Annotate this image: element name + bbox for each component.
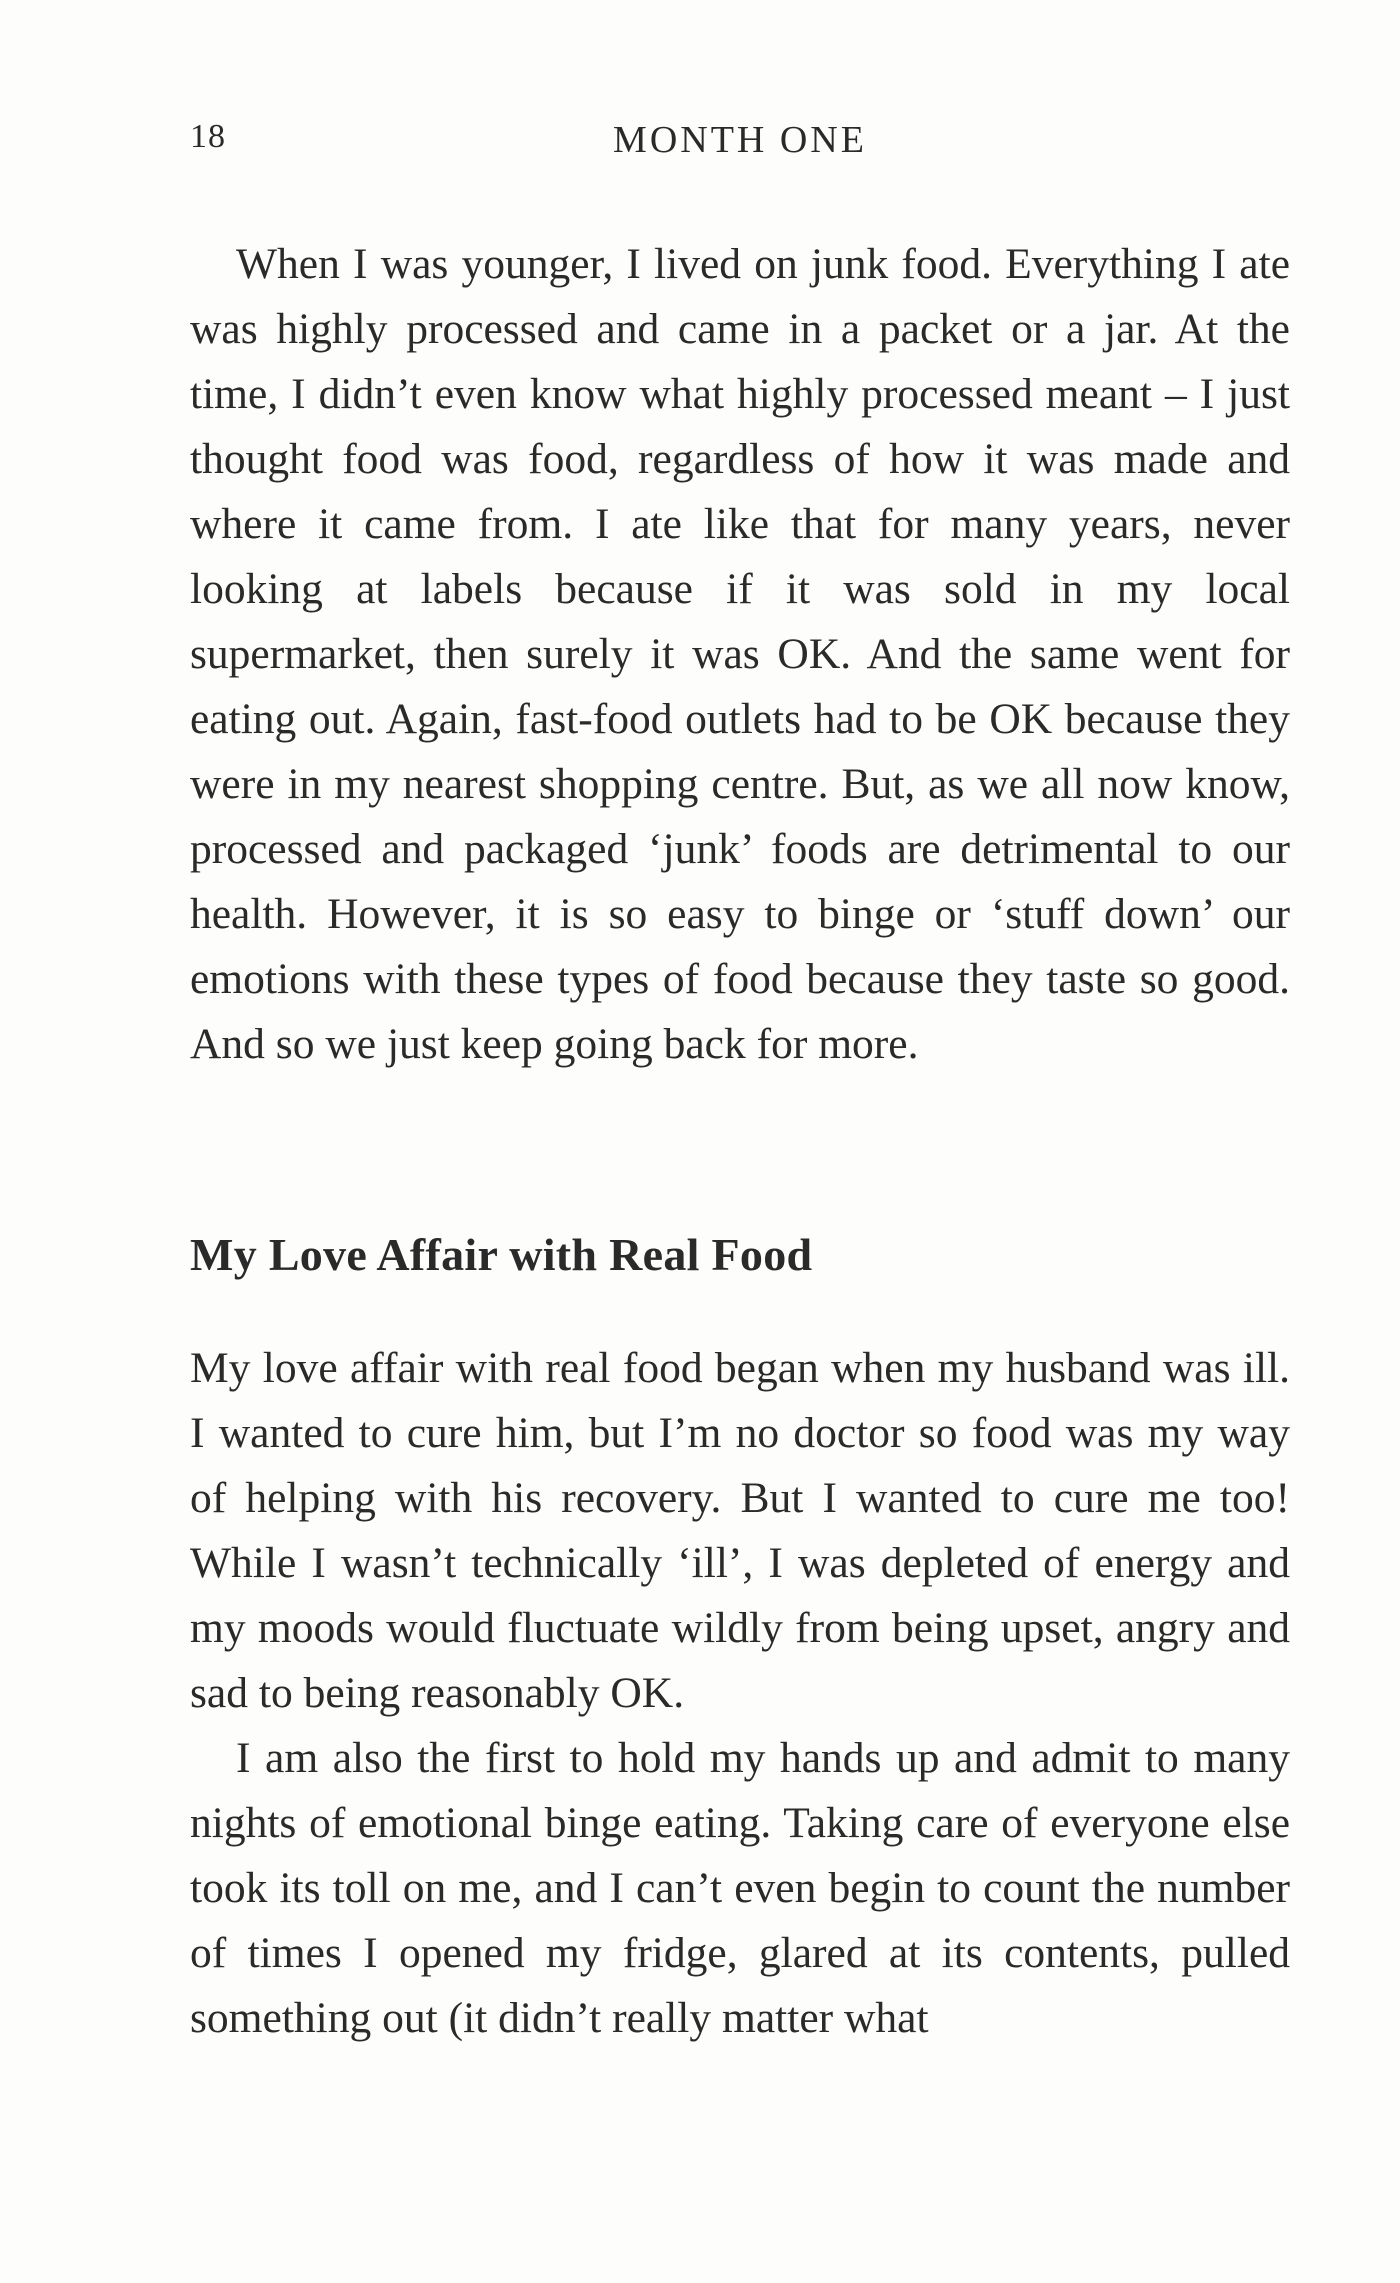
paragraph-binge-eating: I am also the first to hold my hands up and admit to many nights of emotional binge eating. Taking care of everyone else took its toll on me, and I can’t even begin to count the number of times I opened my fridge, glared at its contents, pulled something out (it didn’t really matter what (190, 1734, 1290, 2042)
running-title: MONTH ONE (613, 119, 867, 161)
paragraph-love-affair: My love affair with real food began when my husband was ill. I wanted to cure him, but I’m no doctor so food was my way of helping with his recovery. But I wanted to cure me too! While I wasn’t technically ‘ill’, I was depleted of energy and my moods would fluctuate wildly from being upset, angry and sad to being reasonably OK. (190, 1344, 1290, 1717)
page-number: 18 (190, 118, 226, 155)
running-header (190, 118, 1290, 168)
section-heading: My Love Affair with Real Food (190, 1229, 813, 1280)
paragraph-junk-food: When I was younger, I lived on junk food. Everything I ate was highly processed and came in a packet or a jar. At the time, I didn’t even know what highly processed meant – I just thought food was food, regardless of how it was made and where it came from. I ate like that for many years, never looking at labels because if it was sold in my local supermarket, then surely it was OK. And the same went for eating out. Again, fast-food outlets had to be OK because they were in my nearest shopping centre. But, as we all now know, processed and packaged ‘junk’ foods are detrimental to our health. However, it is so easy to binge or ‘stuff down’ our emotions with these types of food because they taste so good. And so we just keep going back for more. (190, 240, 1290, 1068)
